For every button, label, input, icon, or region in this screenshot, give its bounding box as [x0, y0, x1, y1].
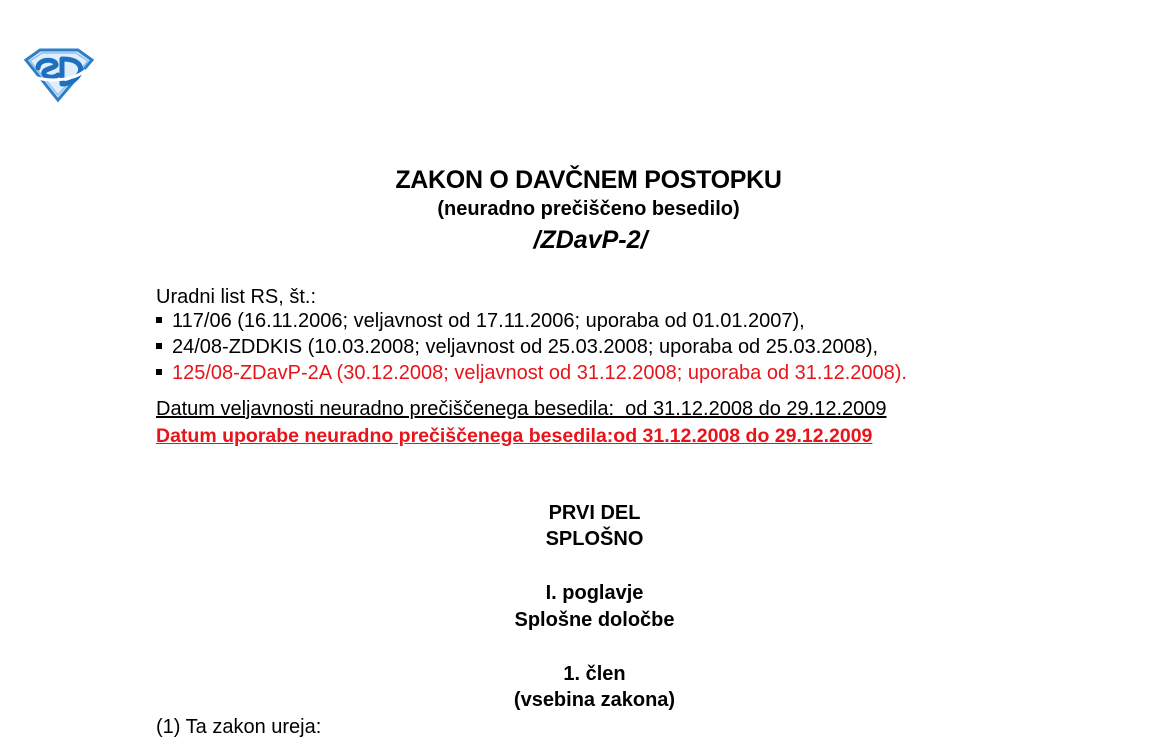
gazette-entry: [156, 336, 907, 362]
bullet-icon: [156, 343, 162, 349]
law-abbreviation: /ZDavP-2/: [533, 226, 648, 254]
application-date-line: Datum uporabe neuradno prečiščenega besedila:od 31.12.2008 do 29.12.2009: [156, 425, 873, 447]
gazette-entry-text: 24/08-ZDDKIS (10.03.2008; veljavnost od 25.03.2008; uporaba od 25.03.2008),: [172, 336, 879, 358]
chapter-number-heading: I. poglavje: [545, 582, 644, 604]
law-title: ZAKON O DAVČNEM POSTOPKU: [395, 166, 782, 194]
article-number-heading: 1. člen: [563, 663, 626, 685]
sd-diamond-logo-icon: [22, 46, 96, 104]
paragraph-text: (1) Ta zakon ureja:: [156, 716, 322, 738]
part-number-heading: PRVI DEL: [548, 502, 641, 524]
law-subtitle: (neuradno prečiščeno besedilo): [437, 198, 740, 220]
chapter-title-heading: Splošne določbe: [514, 609, 675, 631]
gazette-entry-text: 117/06 (16.11.2006; veljavnost od 17.11.2006; uporaba od 01.01.2007),: [172, 310, 805, 332]
bullet-icon: [156, 369, 162, 375]
gazette-entry-highlighted: [156, 362, 907, 388]
bullet-icon: [156, 317, 162, 323]
validity-date-line: Datum veljavnosti neuradno prečiščenega besedila: od 31.12.2008 do 29.12.2009: [156, 398, 887, 420]
part-title-heading: SPLOŠNO: [545, 528, 644, 550]
gazette-entry: [156, 310, 907, 336]
gazette-label: Uradni list RS, št.:: [156, 286, 317, 308]
gazette-entry-text: 125/08-ZDavP-2A (30.12.2008; veljavnost od 31.12.2008; uporaba od 31.12.2008).: [172, 362, 907, 384]
gazette-list: [156, 310, 907, 388]
article-title-heading: (vsebina zakona): [513, 689, 676, 711]
